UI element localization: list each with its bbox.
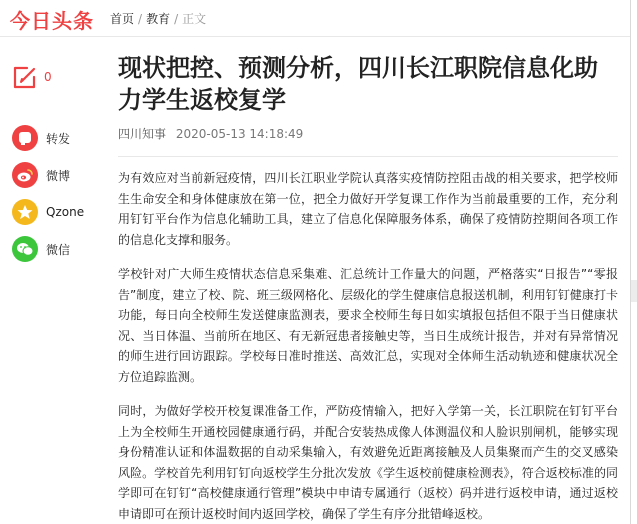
article-source[interactable]: 四川知事 <box>118 127 167 141</box>
breadcrumb <box>110 10 206 27</box>
share-label: 微博 <box>46 168 71 183</box>
share-label: Qzone <box>46 205 85 219</box>
side-panel-marker <box>631 280 637 302</box>
article-paragraph: 学校针对广大师生疫情状态信息采集难、汇总统计工作量大的问题，严格落实“日报告”“零报告”制度，建立了校、院、班三级网格化、层级化的学生健康信息报送机制，利用钉钉健康打卡功能，每日向全校师生发送健康监测表，要求全校师生每日如实填报包括但不限于当日健康状况、当日体温、当前所在地区、有无新冠患者接触史等，当日生成统计报告，并对有异常情况的师生进行回访跟踪。学校每日准时推送、高效汇总，实现对全体师生活动轨迹和健康状况全方位追踪监测。 <box>118 267 618 384</box>
comment-edit-icon <box>12 64 38 90</box>
breadcrumb-home[interactable]: 首页 <box>110 12 135 26</box>
article-paragraph: 为有效应对当前新冠疫情，四川长江职业学院认真落实疫情防控阻击战的相关要求，把学校师生生命安全和身体健康放在第一位，把全力做好开学复课工作作为当前最重要的工作，充分利用钉钉平台作为信息化辅助工具，建立了信息化保障服务体系，确保了疫情防控期间各项工作的信息化支撑和服务。 <box>118 171 618 247</box>
article-paragraph: 同时，为做好学校开校复课准备工作，严防疫情输入，把好入学第一关，长江职院在钉钉平台上为全校师生开通校园健康通行码，并配合安装热成像人体测温仪和人脸识别闸机，能够实现身份精准认证和体温数据的自动采集输入，有效避免近距离接触及人员集聚而产生的交叉感染风险。学校首先利用钉钉向返校学生分批次发放《学生返校前健康检测表》，符合返校标准的同学即可在钉钉“高校健康通行管理”模块中申请专属通行（返校）码并进行返校申请，通过返校申请即可在预计返校时间内返回学校，确保了学生有序分批错峰返校。 <box>118 404 618 521</box>
share-label: 微信 <box>46 242 71 257</box>
top-bar <box>0 0 637 37</box>
share-label: 转发 <box>46 131 71 146</box>
share-column <box>12 62 102 263</box>
retweet-icon <box>12 125 38 151</box>
article <box>118 52 618 524</box>
weibo-icon <box>12 162 38 188</box>
share-wechat-button[interactable] <box>12 235 102 263</box>
comment-count: 0 <box>44 70 52 84</box>
right-side-panel-edge <box>630 0 637 524</box>
share-weibo-button[interactable] <box>12 161 102 189</box>
share-retweet-button[interactable] <box>12 124 102 152</box>
article-time: 2020-05-13 14:18:49 <box>175 127 304 141</box>
article-meta <box>118 125 618 142</box>
breadcrumb-current: 正文 <box>182 12 207 26</box>
breadcrumb-category[interactable]: 教育 <box>146 12 171 26</box>
site-logo[interactable]: 今日头条 <box>10 9 94 33</box>
comment-button[interactable] <box>12 62 102 92</box>
divider <box>118 156 618 157</box>
breadcrumb-separator: / <box>138 12 143 26</box>
wechat-icon <box>12 236 38 262</box>
breadcrumb-separator: / <box>174 12 179 26</box>
qzone-icon <box>12 199 38 225</box>
article-title: 现状把控、预测分析，四川长江职院信息化助力学生返校复学 <box>118 54 598 114</box>
share-qzone-button[interactable] <box>12 198 102 226</box>
